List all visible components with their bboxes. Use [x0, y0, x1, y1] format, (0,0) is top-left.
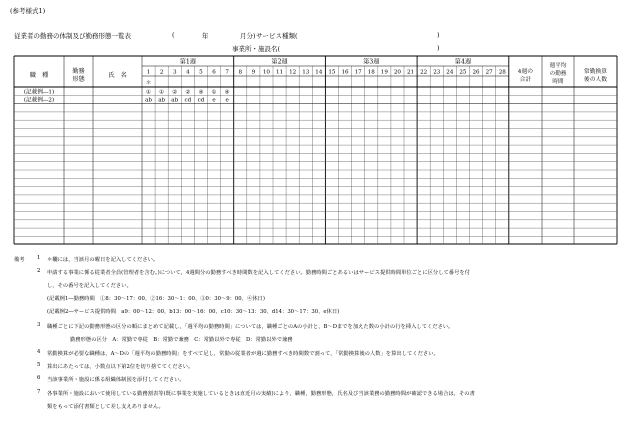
week-3-header: 第3週 — [363, 58, 380, 66]
note-1: ＊欄には，当該月の曜日を記入してください。 — [47, 257, 159, 263]
example-2-day-4: cd — [184, 97, 192, 104]
work-type-header-line2: 形態 — [72, 76, 85, 83]
note-6-number: 6 — [37, 375, 41, 381]
weekday-mark: ＊ — [145, 80, 152, 87]
note-2-number: 2 — [37, 268, 41, 274]
service-type-close: ) — [437, 31, 440, 39]
day-3-header: 3 — [172, 69, 177, 76]
note-4: 常勤換算が必要な職種は，A～Dの「週平均の勤務時間」をすべて足し，常勤の従業者が週に勤務すべき時間数で割って，「常勤換算後の人数」を算出してください。 — [47, 351, 439, 357]
note-7-line-1: 各事業所・施設において使用している勤務割表等(既に事業を実施しているときは直近月の実績)により，職種，勤務形態，氏名及び当該業務の勤務時間が確認できる場合は，その書 — [47, 391, 475, 397]
day-15-header: 15 — [328, 69, 336, 76]
fte-header-line2: 後の人数 — [583, 77, 608, 83]
note-7-number: 7 — [37, 389, 41, 395]
day-2-header: 2 — [159, 69, 164, 76]
year-label: 年 — [202, 32, 209, 40]
day-14-header: 14 — [315, 69, 323, 76]
day-5-header: 5 — [199, 69, 203, 76]
day-24-header: 24 — [446, 69, 454, 76]
office-name-close: ) — [437, 44, 440, 52]
day-22-header: 22 — [420, 69, 428, 76]
day-19-header: 19 — [380, 69, 388, 76]
note-2-line-2: し，その番号を記入してください。 — [47, 283, 132, 289]
day-7-header: 7 — [225, 69, 229, 76]
example-2-day-6: e — [212, 97, 216, 104]
page-title: 従業者の勤務の体制及び勤務形態一覧表 — [14, 32, 131, 40]
day-17-header: 17 — [354, 69, 362, 76]
example-1-day-1: ① — [146, 89, 152, 96]
day-8-header: 8 — [238, 69, 243, 76]
day-11-header: 11 — [275, 69, 284, 76]
name-header: 氏 名 — [108, 72, 127, 79]
note-2-example-1: (記載例1―勤務時間 ①8：30～17：00、②16：30～1：00、③0：30～9：00、④休日) — [47, 296, 265, 302]
service-type-label: サービス種類( — [256, 32, 298, 40]
note-4-number: 4 — [37, 349, 41, 355]
example-2-day-1: ab — [145, 97, 153, 104]
day-10-header: 10 — [262, 69, 271, 76]
day-28-header: 28 — [498, 69, 506, 76]
day-4-header: 4 — [186, 69, 190, 76]
day-23-header: 23 — [433, 69, 441, 76]
example-1-day-6: ① — [211, 89, 217, 96]
work-type-header-line1: 勤務 — [72, 68, 85, 75]
note-3-line-2: 勤務形態の区分 A：常勤で専従 B：常勤で兼務 C：常勤以外で専従 D：常勤以外で兼務 — [70, 337, 293, 343]
day-26-header: 26 — [472, 69, 480, 76]
day-21-header: 21 — [406, 69, 415, 76]
weekly-avg-header-line2: の勤務 — [549, 71, 567, 77]
week-1-header: 第1週 — [179, 58, 197, 66]
day-18-header: 18 — [367, 69, 375, 76]
weekly-avg-header-line3: 時間 — [552, 79, 564, 85]
day-20-header: 20 — [393, 69, 402, 76]
example-2-day-2: ab — [158, 97, 166, 104]
example-1-day-7: ④ — [224, 89, 230, 96]
example-2-label: (記載例―2) — [23, 97, 55, 104]
day-6-header: 6 — [212, 69, 216, 76]
day-27-header: 27 — [485, 69, 493, 76]
note-3-line-1: 職種ごとに下記の勤務形態の区分の順にまとめて記載し，「週平均の勤務時間」については，職種ごとのAの小計と，B～Dまでを加えた数の小計の行を挿入してください。 — [47, 324, 454, 330]
notes-prefix: 備考 — [14, 257, 25, 263]
day-12-header: 12 — [289, 69, 297, 76]
weekly-avg-header-line1: 週平均 — [549, 63, 567, 69]
note-1-number: 1 — [37, 255, 41, 261]
day-16-header: 16 — [341, 69, 349, 76]
example-2-day-7: e — [225, 97, 229, 104]
example-1-label: (記載例―1) — [23, 89, 55, 96]
note-5-number: 5 — [37, 362, 41, 368]
office-name-label: 事業所・施設名( — [232, 45, 281, 53]
total-header-line2: 合計 — [519, 77, 532, 83]
note-5: 算出にあたっては，小数点以下第2位を切り捨ててください。 — [47, 364, 194, 370]
note-3-number: 3 — [37, 322, 41, 328]
example-1-day-2: ① — [159, 89, 165, 96]
fte-header-line1: 常勤換算 — [583, 69, 608, 75]
day-13-header: 13 — [302, 69, 310, 76]
day-9-header: 9 — [251, 69, 256, 76]
note-7-line-2: 類をもって添付書類として差し支えありません。 — [47, 404, 164, 410]
example-2-day-3: ab — [171, 97, 179, 104]
form-label: (参考様式1) — [10, 7, 46, 15]
note-2-line-1: 申請する事業に係る従業者全員(管理者を含む。)について，4週間分の勤務すべき時間数を記入してください。勤務時間ごとあるいはサービス提供時間単位ごとに区分して番号を付 — [47, 270, 470, 276]
job-type-header: 職 種 — [29, 72, 49, 79]
note-2-example-2: (記載例2―サービス提供時間 a9：00～12：00、b13：00～16：00、c10：30～13：30、d14：30～17：30、e休日) — [47, 309, 340, 315]
example-1-day-5: ④ — [198, 89, 204, 96]
example-2-day-5: cd — [197, 97, 205, 104]
week-2-header: 第2週 — [271, 58, 288, 66]
note-6: 当該事業所・施設に係る組織体制図を添付してください。 — [47, 377, 185, 383]
week-4-header: 第4週 — [454, 58, 472, 66]
period-open: ( — [172, 31, 175, 39]
example-1-day-3: ② — [172, 89, 178, 96]
month-label: 月分) — [240, 32, 256, 40]
total-header-line1: 4週の — [517, 69, 534, 75]
example-1-day-4: ② — [185, 89, 191, 96]
day-1-header: 1 — [146, 69, 151, 76]
day-25-header: 25 — [459, 69, 467, 76]
